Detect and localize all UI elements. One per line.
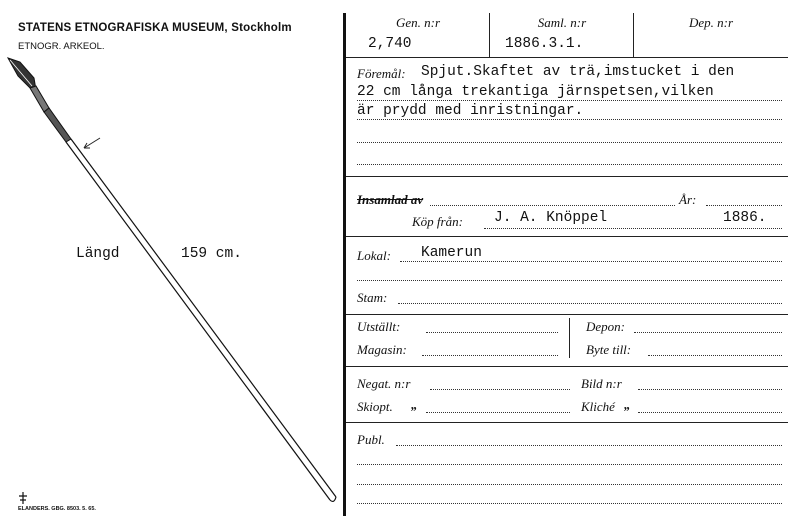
section-rule (346, 176, 788, 177)
dotted-line (638, 389, 782, 390)
printer-mark: ELANDERS. GBG. 8503. 5. 65. (18, 506, 96, 512)
dotted-line (634, 332, 782, 333)
foremal-line-2: 22 cm långa trekantiga järnspetsen,vilken (357, 84, 714, 100)
kliche-ditto: „ (624, 397, 631, 412)
section-rule (346, 422, 788, 423)
section-rule (346, 314, 788, 315)
foremal-line-3: är prydd med inristningar. (357, 103, 584, 119)
negat-label: Negat. n:r (357, 376, 411, 391)
department-label: ETNOGR. ARKEOL. (18, 41, 105, 52)
dotted-line (400, 261, 782, 262)
foremal-label: Föremål: (357, 66, 406, 81)
dotted-line (638, 412, 782, 413)
lokal-label: Lokal: (357, 248, 391, 263)
column-divider (633, 13, 634, 57)
kop-value: J. A. Knöppel (494, 210, 608, 226)
lokal-value: Kamerun (421, 245, 482, 261)
dotted-line (357, 280, 782, 281)
kop-label: Köp från: (412, 214, 463, 229)
dotted-line (484, 228, 782, 229)
arrow-marker (84, 138, 100, 148)
bild-label: Bild n:r (581, 376, 622, 391)
spear-drawing (0, 0, 345, 528)
skiopt-ditto: „ (411, 397, 418, 412)
ar-label: År: (679, 192, 697, 207)
dotted-line (357, 119, 782, 120)
section-rule (346, 366, 788, 367)
saml-nr-value: 1886.3.1. (505, 36, 584, 52)
skiopt-label: Skiopt. (357, 399, 393, 414)
magasin-label: Magasin: (357, 342, 407, 357)
card-margin-line (343, 13, 346, 516)
dotted-line (426, 332, 558, 333)
publ-label: Publ. (357, 432, 385, 447)
stam-label: Stam: (357, 290, 388, 305)
dotted-line (357, 142, 782, 143)
spear-illustration (8, 58, 336, 501)
section-rule (346, 236, 788, 237)
column-divider (489, 13, 490, 57)
depon-label: Depon: (586, 319, 625, 334)
publisher-logo (19, 492, 27, 504)
dotted-line (396, 445, 782, 446)
dotted-line (706, 205, 782, 206)
dotted-line (430, 205, 675, 206)
utstallt-label: Utställt: (357, 319, 401, 334)
dotted-line (357, 464, 782, 465)
dotted-line (426, 412, 570, 413)
dotted-line (357, 484, 782, 485)
gen-nr-label: Gen. n:r (395, 15, 441, 30)
struck-label: Insamlad av (357, 192, 424, 207)
dotted-line (357, 164, 782, 165)
dotted-line (430, 389, 570, 390)
dotted-line (648, 355, 782, 356)
gen-nr-value: 2,740 (368, 36, 412, 52)
dotted-line (398, 303, 782, 304)
museum-title: STATENS ETNOGRAFISKA MUSEUM, Stockholm (18, 22, 292, 34)
dotted-line (357, 503, 782, 504)
header-rule (346, 57, 788, 58)
kliche-label: Kliché (581, 399, 615, 414)
dotted-line (422, 355, 558, 356)
length-value: 159 cm. (181, 246, 242, 262)
length-label: Längd (76, 246, 120, 262)
dep-nr-label: Dep. n:r (688, 15, 734, 30)
dotted-line (357, 100, 782, 101)
byte-label: Byte till: (586, 342, 632, 357)
saml-nr-label: Saml. n:r (537, 15, 587, 30)
kop-year: 1886. (723, 210, 767, 226)
column-divider (569, 318, 570, 358)
foremal-line-1: Spjut.Skaftet av trä,imstucket i den (421, 64, 735, 80)
